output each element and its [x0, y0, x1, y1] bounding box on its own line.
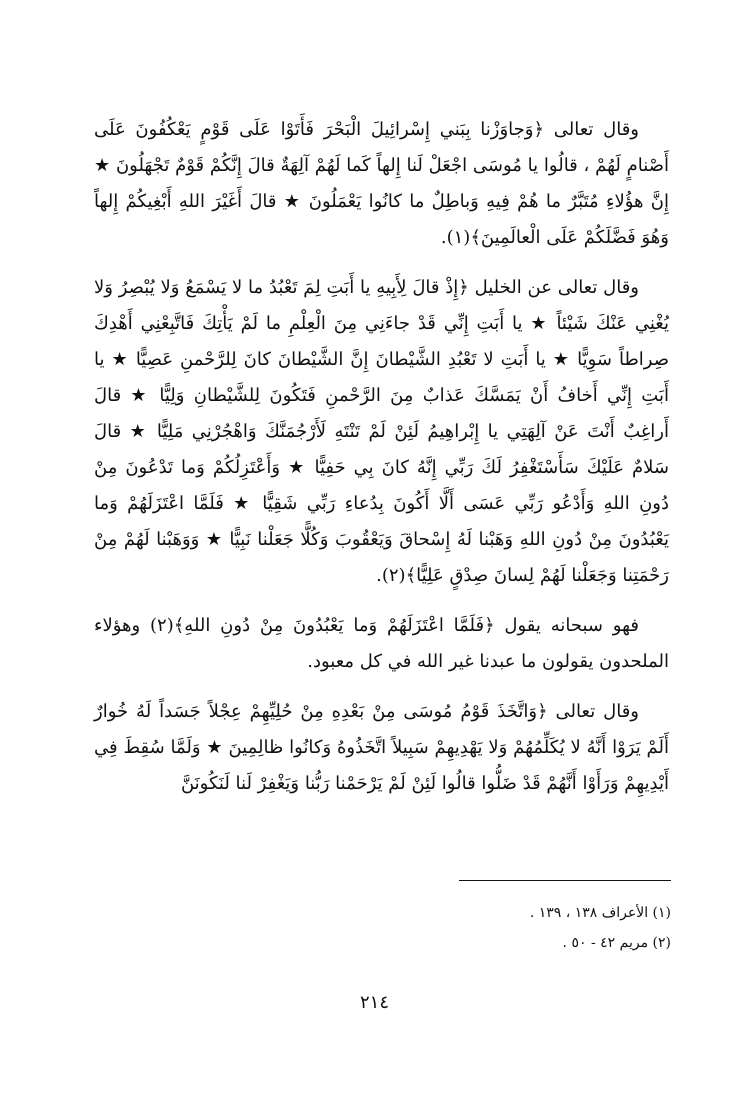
paragraph-3: فهو سبحانه يقول ﴿فَلَمَّا اعْتَزَلَهُمْ وَما يَعْبُدُونَ مِنْ دُونِ اللهِ﴾(٢) وهؤلاء الملحدون يقولون ما عبدنا غير الله في كل معبود.: [94, 615, 669, 672]
paragraph-4: وقال تعالى ﴿وَاتَّخَذَ قَوْمُ مُوسَى مِنْ بَعْدِهِ مِنْ حُلِيِّهِمْ عِجْلاً جَسَداً لَهُ خُوارٌ أَلَمْ يَرَوْا أَنَّهُ لا يُكَلِّمُهُمْ وَلا يَهْدِيهِمْ سَبِيلاً اتَّخَذُوهُ وَكانُوا ظالِمِينَ ★ وَلَمَّا سُقِطَ فِي أَيْدِيهِمْ وَرَأَوْا أَنَّهُمْ قَدْ ضَلُّوا قالُوا لَئِنْ لَمْ يَرْحَمْنا رَبُّنا وَيَغْفِرْ لَنا لَنَكُونَنَّ: [94, 701, 669, 794]
footnote-separator: [459, 880, 671, 881]
footnote-1: (١) الأعراف ١٣٨ ، ١٣٩ .: [529, 905, 671, 921]
paragraph-1: وقال تعالى ﴿وَجاوَزْنا بِبَني إِسْرائِيلَ الْبَحْرَ فَأَتَوْا عَلَى قَوْمٍ يَعْكُفُونَ عَلَى أَصْنامٍ لَهُمْ ، قالُوا يا مُوسَى اجْعَلْ لَنا إِلهاً كَما لَهُمْ آلِهَةٌ قالَ إِنَّكُمْ قَوْمٌ تَجْهَلُونَ ★ إِنَّ هؤُلاءِ مُتَبَّرٌ ما هُمْ فِيهِ وَباطِلٌ ما كانُوا يَعْمَلُونَ ★ قالَ أَغَيْرَ اللهِ أَبْغِيكُمْ إِلهاً وَهُوَ فَضَّلَكُمْ عَلَى الْعالَمِينَ﴾(١).: [94, 119, 669, 248]
paragraph-2: وقال تعالى عن الخليل ﴿إِذْ قالَ لِأَبِيهِ يا أَبَتِ لِمَ تَعْبُدُ ما لا يَسْمَعُ وَلا يُبْصِرُ وَلا يُغْنِي عَنْكَ شَيْئاً ★ يا أَبَتِ إِنِّي قَدْ جاءَنِي مِنَ الْعِلْمِ ما لَمْ يَأْتِكَ فَاتَّبِعْنِي أَهْدِكَ صِراطاً سَوِيًّا ★ يا أَبَتِ لا تَعْبُدِ الشَّيْطانَ إِنَّ الشَّيْطانَ كانَ لِلرَّحْمنِ عَصِيًّا ★ يا أَبَتِ إِنِّي أَخافُ أَنْ يَمَسَّكَ عَذابٌ مِنَ الرَّحْمنِ فَتَكُونَ لِلشَّيْطانِ وَلِيًّا ★ قالَ أَراغِبٌ أَنْتَ عَنْ آلِهَتِي يا إِبْراهِيمُ لَئِنْ لَمْ تَنْتَهِ لَأَرْجُمَنَّكَ وَاهْجُرْنِي مَلِيًّا ★ قالَ سَلامٌ عَلَيْكَ سَأَسْتَغْفِرُ لَكَ رَبِّي إِنَّهُ كانَ بِي حَفِيًّا ★ وَأَعْتَزِلُكُمْ وَما تَدْعُونَ مِنْ دُونِ اللهِ وَأَدْعُو رَبِّي عَسَى أَلَّا أَكُونَ بِدُعاءِ رَبِّي شَقِيًّا ★ فَلَمَّا اعْتَزَلَهُمْ وَما يَعْبُدُونَ مِنْ دُونِ اللهِ وَهَبْنا لَهُ إِسْحاقَ وَيَعْقُوبَ وَكُلًّا جَعَلْنا نَبِيًّا ★ وَوَهَبْنا لَهُمْ مِنْ رَحْمَتِنا وَجَعَلْنا لَهُمْ لِسانَ صِدْقٍ عَلِيًّا﴾(٢).: [94, 277, 669, 586]
footnote-2: (٢) مريم ٤٢ - ٥٠ .: [562, 935, 671, 951]
page-number: ٢١٤: [359, 992, 389, 1013]
main-text: [94, 112, 669, 816]
footnotes: [300, 898, 671, 958]
